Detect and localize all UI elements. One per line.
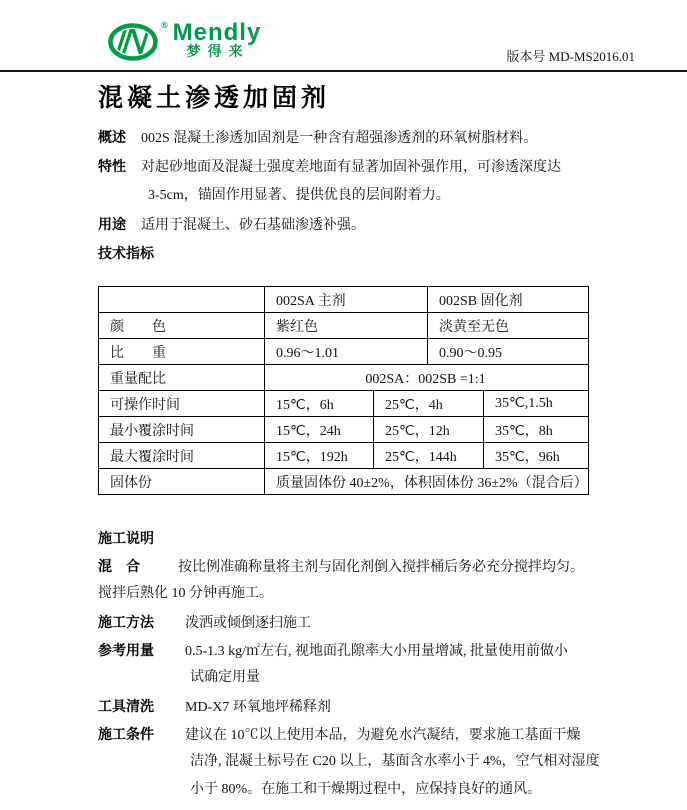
color-label: 颜 色	[99, 313, 265, 339]
table-row-solids	[99, 469, 589, 495]
header-divider	[0, 70, 687, 72]
mix-label: 混 合	[98, 558, 140, 574]
tech-spec-heading: 技术指标	[98, 245, 154, 261]
gravity-b: 0.90～0.95	[428, 339, 589, 365]
clean-label: 工具清洗	[98, 698, 154, 714]
method-text: 泼洒或倾倒逐扫施工	[185, 616, 311, 631]
table-row-header	[99, 287, 589, 313]
gravity-a: 0.96～1.01	[265, 339, 428, 365]
condition-text-2: 洁净, 混凝土标号在 C20 以上，基面含水率小于 4%，空气相对湿度	[190, 754, 600, 769]
clean-line	[98, 692, 638, 720]
dosage-line-2	[98, 664, 638, 692]
usage-text: 适用于混凝土、砂石基础渗透补强。	[141, 218, 365, 233]
maxrecoat-35c: 35℃，96h	[484, 443, 589, 469]
feature-text-1: 对起砂地面及混凝土强度差地面有显著加固补强作用，可渗透深度达	[141, 160, 561, 175]
minrecoat-25c: 25℃，12h	[374, 417, 484, 443]
version-number: 版本号 MD-MS2016.01	[506, 49, 635, 64]
spec-table	[98, 286, 589, 495]
condition-line-2	[98, 748, 638, 776]
worktime-label: 可操作时间	[99, 391, 265, 417]
condition-label: 施工条件	[98, 726, 154, 742]
condition-text-3: 小于 80%。在施工和干燥期过程中，应保持良好的通风。	[190, 782, 542, 797]
solids-label: 固体份	[99, 469, 265, 495]
method-line	[98, 608, 638, 636]
dosage-text-1: 0.5-1.3 kg/㎡左右, 视地面孔隙率大小用量增减, 批量使用前做小	[185, 644, 569, 659]
mix-line-2	[98, 580, 638, 608]
intro-section	[98, 123, 638, 268]
construction-heading: 施工说明	[98, 530, 154, 546]
minrecoat-label: 最小覆涂时间	[99, 417, 265, 443]
table-row-worktime	[99, 391, 589, 417]
dosage-line-1	[98, 636, 638, 664]
header-empty-cell	[99, 287, 265, 313]
brand-name: Mendly	[172, 19, 262, 46]
maxrecoat-15c: 15℃，192h	[265, 443, 374, 469]
feature-text-2: 3-5cm，锚固作用显著、提供优良的层间附着力。	[148, 188, 450, 203]
maxrecoat-25c: 25℃，144h	[374, 443, 484, 469]
gravity-label: 比 重	[99, 339, 265, 365]
mix-line-1	[98, 552, 638, 580]
dosage-text-2: 试确定用量	[190, 670, 260, 685]
header-hardener: 002SB 固化剂	[428, 287, 589, 313]
construction-section	[98, 524, 638, 804]
ratio-value: 002SA：002SB =1:1	[265, 365, 589, 391]
ratio-label: 重量配比	[99, 365, 265, 391]
table-row-ratio	[99, 365, 589, 391]
feature-line-1	[98, 152, 638, 181]
minrecoat-15c: 15℃，24h	[265, 417, 374, 443]
brand-name-chinese: 梦得来	[186, 43, 250, 59]
page-title: 混凝土渗透加固剂	[98, 84, 331, 112]
table-row-minrecoat	[99, 417, 589, 443]
condition-text-1: 建议在 10℃以上使用本品，为避免水汽凝结，要求施工基面干燥	[185, 728, 581, 743]
table-row-gravity	[99, 339, 589, 365]
dosage-label: 参考用量	[98, 642, 154, 658]
color-b: 淡黄至无色	[428, 313, 589, 339]
usage-label: 用途	[98, 216, 126, 232]
overview-line	[98, 123, 638, 152]
page-header	[0, 0, 687, 70]
registered-trademark-icon: ®	[161, 20, 168, 30]
worktime-35c: 35℃,1.5h	[484, 391, 589, 417]
worktime-25c: 25℃，4h	[374, 391, 484, 417]
spec-table-container	[98, 286, 589, 495]
mendly-emblem-icon	[108, 22, 160, 62]
overview-text: 002S 混凝土渗透加固剂是一种含有超强渗透剂的环氧树脂材料。	[141, 131, 538, 146]
worktime-15c: 15℃，6h	[265, 391, 374, 417]
mix-text-1: 按比例准确称量将主剂与固化剂倒入搅拌桶后务必充分搅拌均匀。	[178, 560, 584, 575]
brand-text	[172, 19, 262, 59]
feature-label: 特性	[98, 158, 126, 174]
clean-text: MD-X7 环氧地坪稀释剂	[185, 700, 331, 715]
color-a: 紫红色	[265, 313, 428, 339]
maxrecoat-label: 最大覆涂时间	[99, 443, 265, 469]
minrecoat-35c: 35℃，8h	[484, 417, 589, 443]
feature-line-2	[98, 181, 638, 210]
table-row-maxrecoat	[99, 443, 589, 469]
header-main-agent: 002SA 主剂	[265, 287, 428, 313]
solids-value: 质量固体份 40±2%，体积固体份 36±2%（混合后）	[265, 469, 589, 495]
mix-text-2: 搅拌后熟化 10 分钟再施工。	[98, 586, 273, 601]
brand-logo	[108, 14, 261, 62]
usage-line	[98, 210, 638, 239]
overview-label: 概述	[98, 129, 126, 145]
condition-line-3	[98, 776, 638, 804]
condition-line-1	[98, 720, 638, 748]
method-label: 施工方法	[98, 614, 154, 630]
table-row-color	[99, 313, 589, 339]
